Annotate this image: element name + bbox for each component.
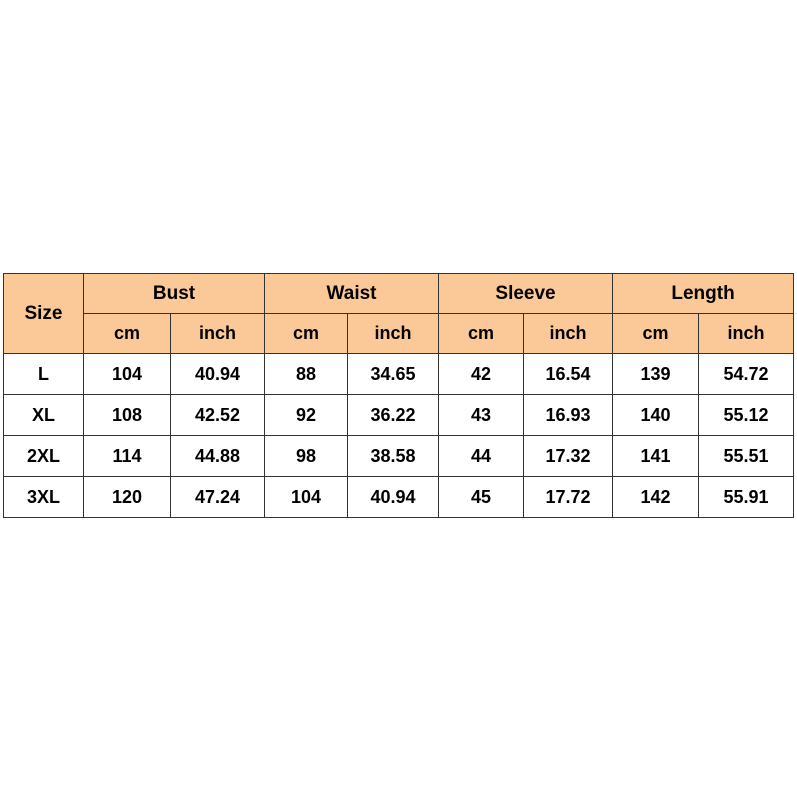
header-row-units: [4, 314, 794, 354]
bust-inch-cell: 47.24: [171, 477, 265, 518]
size-header: Size: [4, 274, 84, 354]
table-row: [4, 436, 794, 477]
sleeve-inch-header: inch: [524, 314, 613, 354]
sleeve-cm-cell: 44: [439, 436, 524, 477]
sleeve-inch-cell: 17.32: [524, 436, 613, 477]
table-row: [4, 354, 794, 395]
size-cell: XL: [4, 395, 84, 436]
length-cm-cell: 142: [613, 477, 699, 518]
size-chart-table: [3, 273, 794, 518]
table-row: [4, 395, 794, 436]
length-cm-cell: 140: [613, 395, 699, 436]
waist-inch-cell: 38.58: [348, 436, 439, 477]
waist-cm-header: cm: [265, 314, 348, 354]
waist-inch-cell: 36.22: [348, 395, 439, 436]
bust-cm-cell: 114: [84, 436, 171, 477]
sleeve-inch-cell: 16.54: [524, 354, 613, 395]
sleeve-inch-cell: 17.72: [524, 477, 613, 518]
length-cm-cell: 141: [613, 436, 699, 477]
bust-inch-header: inch: [171, 314, 265, 354]
length-cm-header: cm: [613, 314, 699, 354]
sleeve-cm-cell: 42: [439, 354, 524, 395]
header-row-groups: [4, 274, 794, 314]
waist-inch-cell: 40.94: [348, 477, 439, 518]
length-inch-cell: 55.51: [699, 436, 794, 477]
length-cm-cell: 139: [613, 354, 699, 395]
bust-inch-cell: 42.52: [171, 395, 265, 436]
length-inch-cell: 55.12: [699, 395, 794, 436]
waist-inch-cell: 34.65: [348, 354, 439, 395]
bust-cm-header: cm: [84, 314, 171, 354]
waist-header: Waist: [265, 274, 439, 314]
sleeve-cm-cell: 45: [439, 477, 524, 518]
waist-inch-header: inch: [348, 314, 439, 354]
waist-cm-cell: 88: [265, 354, 348, 395]
waist-cm-cell: 92: [265, 395, 348, 436]
size-cell: L: [4, 354, 84, 395]
sleeve-cm-cell: 43: [439, 395, 524, 436]
sleeve-inch-cell: 16.93: [524, 395, 613, 436]
length-inch-cell: 54.72: [699, 354, 794, 395]
waist-cm-cell: 98: [265, 436, 348, 477]
bust-inch-cell: 40.94: [171, 354, 265, 395]
size-cell: 2XL: [4, 436, 84, 477]
bust-cm-cell: 104: [84, 354, 171, 395]
length-header: Length: [613, 274, 794, 314]
sleeve-cm-header: cm: [439, 314, 524, 354]
bust-cm-cell: 108: [84, 395, 171, 436]
bust-cm-cell: 120: [84, 477, 171, 518]
length-inch-cell: 55.91: [699, 477, 794, 518]
size-cell: 3XL: [4, 477, 84, 518]
bust-inch-cell: 44.88: [171, 436, 265, 477]
waist-cm-cell: 104: [265, 477, 348, 518]
table-row: [4, 477, 794, 518]
sleeve-header: Sleeve: [439, 274, 613, 314]
bust-header: Bust: [84, 274, 265, 314]
length-inch-header: inch: [699, 314, 794, 354]
